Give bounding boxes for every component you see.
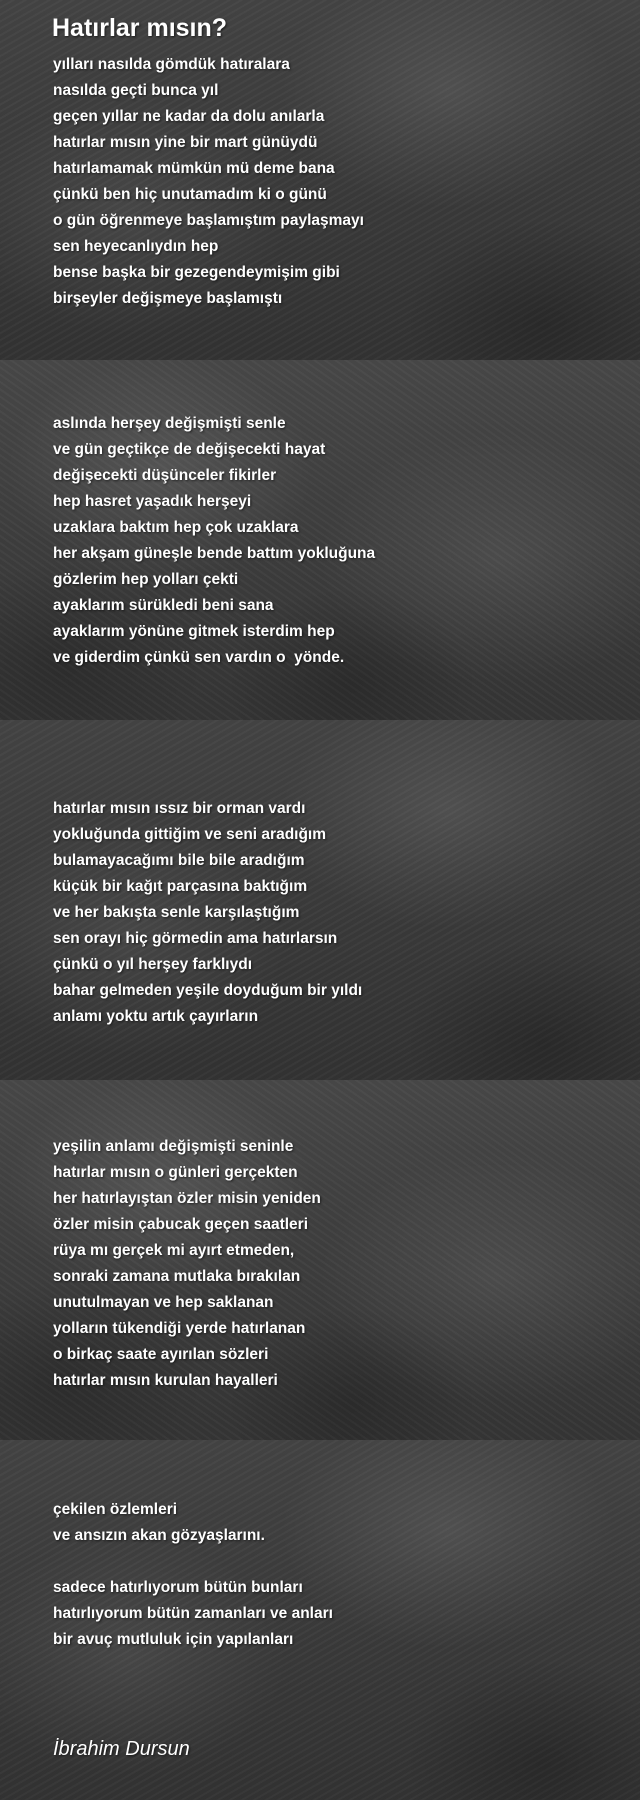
poem-line: hatırlar mısın yine bir mart günüydü xyxy=(53,134,318,151)
poem-line: aslında herşey değişmişti senle xyxy=(53,415,286,432)
poem-line: hatırlamamak mümkün mü deme bana xyxy=(53,160,335,177)
poem-line: sadece hatırlıyorum bütün bunları xyxy=(53,1579,303,1596)
poem-line: yokluğunda gittiğim ve seni aradığım xyxy=(53,826,327,843)
poem-line: çekilen özlemleri xyxy=(53,1501,178,1518)
poem-line: ve ansızın akan gözyaşlarını. xyxy=(53,1527,265,1544)
poem-line: o birkaç saate ayırılan sözleri xyxy=(53,1346,269,1363)
stanza-3 xyxy=(53,796,362,1030)
author-name: İbrahim Dursun xyxy=(53,1738,190,1760)
stanza-5 xyxy=(53,1497,333,1653)
poem-line: birşeyler değişmeye başlamıştı xyxy=(53,290,283,307)
poem-line: yolların tükendiği yerde hatırlanan xyxy=(53,1320,306,1337)
poem-line: hatırlar mısın kurulan hayalleri xyxy=(53,1372,278,1389)
poem-panel-3 xyxy=(0,720,640,1080)
poem-panel-4 xyxy=(0,1080,640,1440)
poem-line: bulamayacağımı bile bile aradığım xyxy=(53,852,305,869)
poem-line: bense başka bir gezegendeymişim gibi xyxy=(53,264,340,281)
poem-line: bahar gelmeden yeşile doyduğum bir yıldı xyxy=(53,982,363,999)
poem-line: yılları nasılda gömdük hatıralara xyxy=(53,56,290,73)
poem-line: bir avuç mutluluk için yapılanları xyxy=(53,1631,294,1648)
poem-line: çünkü ben hiç unutamadım ki o günü xyxy=(53,186,327,203)
poem-line: ve her bakışta senle karşılaştığım xyxy=(53,904,300,921)
poem-line: hep hasret yaşadık herşeyi xyxy=(53,493,252,510)
poem-panel-1 xyxy=(0,0,640,360)
poem-line: gözlerim hep yolları çekti xyxy=(53,571,239,588)
stanza-4 xyxy=(53,1134,321,1394)
poem-line: rüya mı gerçek mi ayırt etmeden, xyxy=(53,1242,295,1259)
poem-line: unutulmayan ve hep saklanan xyxy=(53,1294,274,1311)
poem-line: ve gün geçtikçe de değişecekti hayat xyxy=(53,441,326,458)
poem-title: Hatırlar mısın? xyxy=(52,14,228,42)
poem-line: hatırlıyorum bütün zamanları ve anları xyxy=(53,1605,333,1622)
poem-line: anlamı yoktu artık çayırların xyxy=(53,1008,259,1025)
poem-line: ayaklarım sürükledi beni sana xyxy=(53,597,274,614)
poem-line: geçen yıllar ne kadar da dolu anılarla xyxy=(53,108,325,125)
poem-line: ve giderdim çünkü sen vardın o yönde. xyxy=(53,649,345,666)
poem-line: o gün öğrenmeye başlamıştım paylaşmayı xyxy=(53,212,364,229)
poem-line: her hatırlayıştan özler misin yeniden xyxy=(53,1190,321,1207)
stanza-1 xyxy=(53,52,364,312)
poem-line: çünkü o yıl herşey farklıydı xyxy=(53,956,252,973)
poem-line: hatırlar mısın ıssız bir orman vardı xyxy=(53,800,306,817)
stanza-break xyxy=(53,1549,333,1575)
poem-line: sen orayı hiç görmedin ama hatırlarsın xyxy=(53,930,338,947)
poem-line: sonraki zamana mutlaka bırakılan xyxy=(53,1268,301,1285)
poem-line: sen heyecanlıydın hep xyxy=(53,238,219,255)
poem-line: değişecekti düşünceler fikirler xyxy=(53,467,277,484)
poem-line: ayaklarım yönüne gitmek isterdim hep xyxy=(53,623,335,640)
poem-line: yeşilin anlamı değişmişti seninle xyxy=(53,1138,294,1155)
poem-line: özler misin çabucak geçen saatleri xyxy=(53,1216,309,1233)
poem-line: küçük bir kağıt parçasına baktığım xyxy=(53,878,308,895)
poem-line: nasılda geçti bunca yıl xyxy=(53,82,219,99)
poem-line: her akşam güneşle bende battım yokluğuna xyxy=(53,545,376,562)
poem-panel-2 xyxy=(0,360,640,720)
poem-line: uzaklara baktım hep çok uzaklara xyxy=(53,519,299,536)
stanza-2 xyxy=(53,411,375,671)
poem-line: hatırlar mısın o günleri gerçekten xyxy=(53,1164,298,1181)
